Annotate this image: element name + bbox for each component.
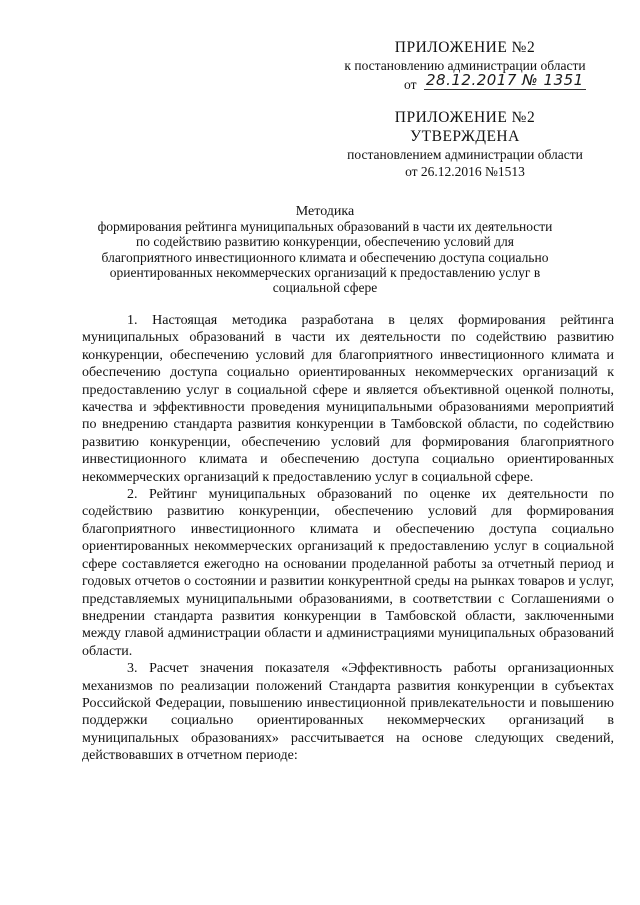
appendix-approved-block — [330, 108, 600, 180]
paragraph-2: 2. Рейтинг муниципальных образований по оценке их деятельности по содействию развитию конкуренции, обеспечению условий для формирования благоприятного инвестиционного климата и обеспечению доступа социально ориентированных некоммерческих организаций к предоставлению услуг в социальной сфере составляется ежегодно на основании проделанной работы за отчетный период и годовых отчетов о состоянии и развитии конкурентной среды на рынках товаров и услуг, представляемых муниципальными образованиями, в соответствии с Соглашениями о внедрении стандарта развития конкуренции в Тамбовской области, заключенными между главой администрации области и администрациями муниципальных образований области. — [82, 487, 614, 659]
handwritten-date-number: 28.12.2017 № 1351 — [426, 71, 584, 89]
approved-by-line: постановлением администрации области — [347, 147, 583, 162]
document-body — [82, 312, 614, 765]
methodology-title: Методика — [295, 204, 355, 219]
methodology-subtitle-line: благоприятного инвестиционного климата и обеспечению доступа социально — [101, 249, 549, 265]
methodology-subtitle-line: по содействию развитию конкуренции, обеспечению условий для — [136, 234, 514, 250]
date-prefix: от — [404, 77, 417, 92]
paragraph-3: 3. Расчет значения показателя «Эффективность работы организационных механизмов по реализации положений Стандарта развития конкуренции в субъектах Российской Федерации, повышению инвестиционной привлекательности и повышению поддержки социально ориентированных некоммерческих организаций в муниципальных образованиях» рассчитывается на основе следующих сведений, действовавших в отчетном периоде: — [82, 661, 614, 764]
appendix-order-title: ПРИЛОЖЕНИЕ №2 — [394, 39, 536, 56]
approved-label: УТВЕРЖДЕНА — [410, 128, 520, 145]
appendix-order-block — [330, 38, 600, 94]
methodology-subtitle-line: социальной сфере — [272, 280, 378, 296]
approved-date-line: от 26.12.2016 №1513 — [405, 164, 525, 179]
appendix-order-date — [330, 71, 600, 94]
appendix-order-line: к постановлению администрации области — [344, 58, 586, 73]
appendix-approved-title: ПРИЛОЖЕНИЕ №2 — [394, 109, 536, 126]
methodology-subtitle-line: формирования рейтинга муниципальных образований в части их деятельности — [97, 219, 553, 235]
methodology-subtitle-line: ориентированных некоммерческих организаций к предоставлению услуг в — [109, 264, 541, 280]
methodology-heading — [80, 204, 570, 295]
paragraph-1: 1. Настоящая методика разработана в целях формирования рейтинга муниципальных образований в части их деятельности по содействию развитию конкуренции, обеспечению условий для благоприятного инвестиционного климата и обеспечению доступа социально ориентированных некоммерческих организаций к предоставлению услуг в социальной сфере и является объективной оценкой полноты, качества и эффективности проведения муниципальными образованиями мероприятий по внедрению стандарта развития конкуренции в Тамбовской области, по содействию развитию конкуренции, обеспечению условий для формирования благоприятного инвестиционного климата и обеспечению доступа социально ориентированных некоммерческих организаций к предоставлению услуг в социальной сфере. — [82, 313, 614, 485]
